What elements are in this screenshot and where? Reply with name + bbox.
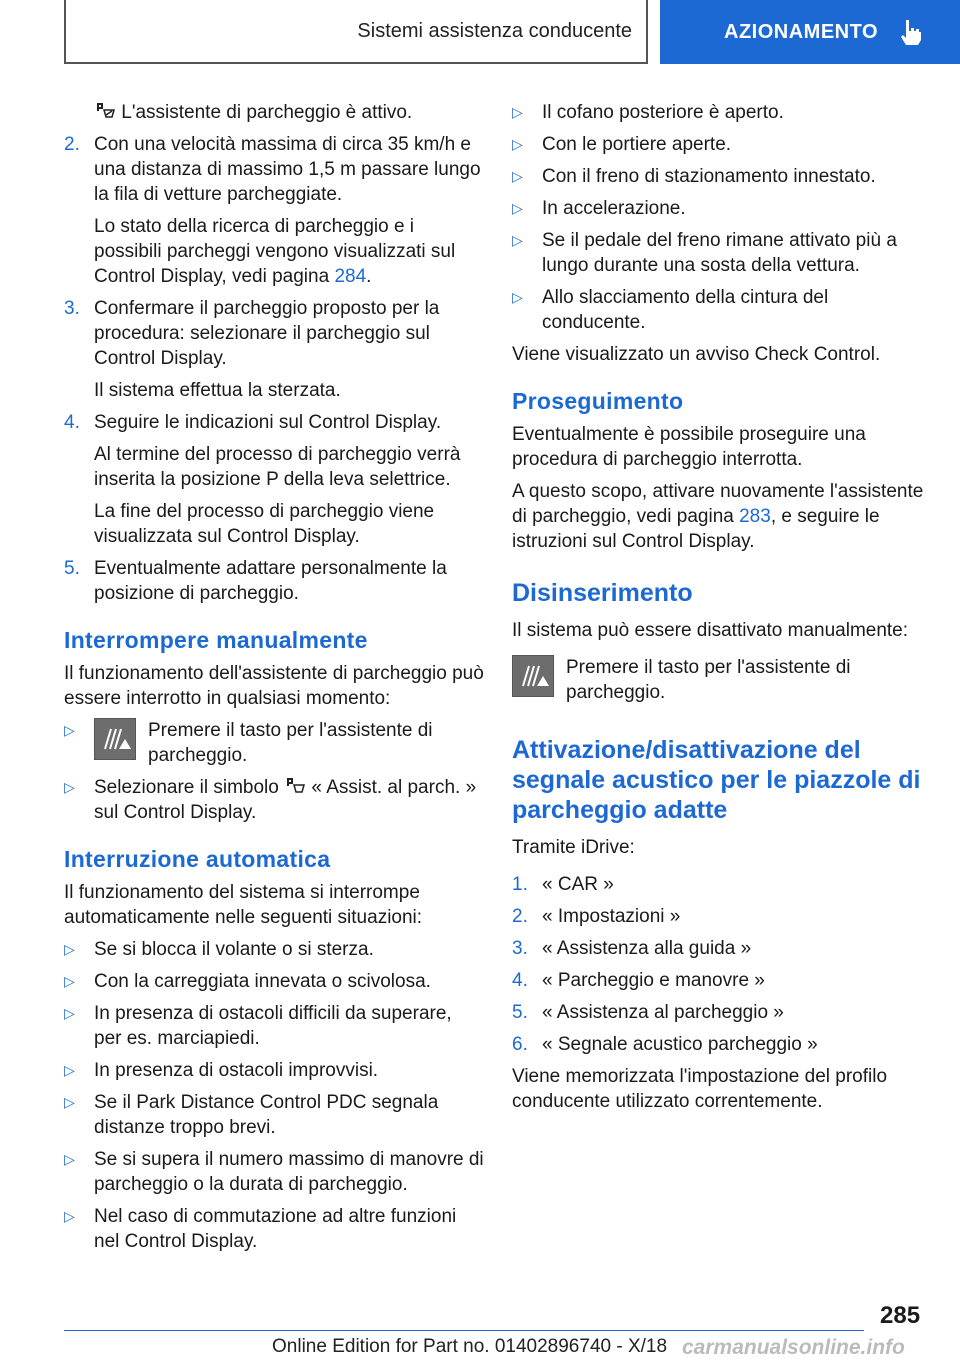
step-number: 3. <box>64 298 80 319</box>
paragraph: Viene memorizzata l'impostazione del profilo conducente utilizzato correntemente. <box>512 1066 888 1112</box>
step-number: 2. <box>64 134 80 155</box>
list-item: ▷ In presenza di ostacoli improvvisi. <box>64 1060 379 1081</box>
step-subtext: Lo stato della ricerca di parcheggio e i possibili parcheggi vengono visualizzati sul Control Display, vedi pagina 284. <box>94 216 456 287</box>
edition-text: Online Edition for Part no. 01402896740 - X/18 <box>272 1336 668 1357</box>
step-subtext: Al termine del processo di parcheggio verrà inserita la posizione P della leva selettrice. <box>94 444 461 490</box>
bullet-triangle-icon: ▷ <box>512 168 523 184</box>
parking-button-icon <box>512 655 554 697</box>
button-instruction <box>512 655 932 705</box>
list-item: ▷ Nel caso di commutazione ad altre funzioni nel Control Display. <box>64 1206 457 1252</box>
page-number: 285 <box>880 1302 921 1329</box>
bullet-triangle-icon: ▷ <box>64 722 75 738</box>
header-chapter <box>660 0 960 64</box>
right-column <box>512 100 932 1121</box>
list-item <box>64 296 484 403</box>
list-item: ▷ In presenza di ostacoli difficili da superare, per es. marciapiedi. <box>64 1003 452 1049</box>
bullet-triangle-icon: ▷ <box>512 232 523 248</box>
page-link-284[interactable]: 284 <box>334 266 367 287</box>
bullet-triangle-icon: ▷ <box>512 200 523 216</box>
parking-assist-symbol-icon <box>94 102 116 120</box>
paragraph: Il funzionamento dell'assistente di parcheggio può essere interrotto in qualsiasi momento: <box>64 663 484 709</box>
list-item: ▷ Se si supera il numero massimo di manovre di parcheggio o la durata di parcheggio. <box>64 1149 484 1195</box>
bullet-triangle-icon: ▷ <box>512 289 523 305</box>
heading-manual-stop: Interrompere manualmente <box>64 627 368 653</box>
bullet-text: Selezionare il simbolo <box>94 777 279 798</box>
bullet-triangle-icon: ▷ <box>64 779 75 795</box>
paragraph: Il funzionamento del sistema si interrompe automaticamente nelle seguenti situazioni: <box>64 882 423 928</box>
list-item <box>64 100 484 125</box>
section-title: Sistemi assistenza conducente <box>357 19 632 42</box>
list-item: ▷ Con le portiere aperte. <box>512 134 732 155</box>
list-item: ▷ Allo slacciamento della cintura del conducente. <box>512 287 829 333</box>
bullet-triangle-icon: ▷ <box>64 1208 75 1224</box>
idrive-steps <box>512 872 932 1057</box>
bullet-triangle-icon: ▷ <box>64 1005 75 1021</box>
heading-auto-stop: Interruzione automatica <box>64 846 331 872</box>
list-item: 6. « Segnale acustico parcheggio » <box>512 1034 818 1055</box>
bullet-text: Premere il tasto per l'assistente di parcheggio. <box>148 720 433 766</box>
left-column <box>64 100 484 1261</box>
list-item <box>64 132 484 289</box>
list-item: ▷ Se si blocca il volante o si sterza. <box>64 939 374 960</box>
list-item: 1. « CAR » <box>512 874 614 895</box>
heading-disable: Disinserimento <box>512 579 693 607</box>
instruction-text: Premere il tasto per l'assistente di parcheggio. <box>566 657 851 703</box>
header-section <box>64 0 648 64</box>
footer-divider <box>64 1330 864 1331</box>
chapter-title: AZIONAMENTO <box>724 20 879 43</box>
page-link-283[interactable]: 283 <box>739 506 771 527</box>
parking-assist-symbol-icon <box>284 777 306 795</box>
step-text: Con una velocità massima di circa 35 km/h e una distanza di massimo 1,5 m passare lungo la fila di vetture parcheggiate. <box>94 134 481 205</box>
step-number: 5. <box>64 558 80 579</box>
watermark: carmanualsonline.info <box>682 1336 905 1359</box>
list-item: ▷ Con la carreggiata innevata o scivolosa. <box>64 971 431 992</box>
bullet-triangle-icon: ▷ <box>64 1062 75 1078</box>
step-subtext: Il sistema effettua la sterzata. <box>94 380 341 401</box>
heading-signal: Attivazione/disattivazione del segnale acustico per le piazzole di parcheggio adatte <box>512 736 921 824</box>
step-text: Eventualmente adattare personalmente la posizione di parcheggio. <box>94 558 447 604</box>
list-item <box>64 556 484 606</box>
list-item: ▷ Se il Park Distance Control PDC segnala distanze troppo brevi. <box>64 1092 439 1138</box>
list-item: ▷ Il cofano posteriore è aperto. <box>512 102 784 123</box>
list-item <box>64 718 484 768</box>
list-item <box>64 775 484 825</box>
list-item: 2. « Impostazioni » <box>512 906 681 927</box>
bullet-triangle-icon: ▷ <box>64 941 75 957</box>
step-subtext: La fine del processo di parcheggio viene visualizzata sul Control Display. <box>94 501 435 547</box>
list-item <box>64 410 484 549</box>
list-item: ▷ In accelerazione. <box>512 198 686 219</box>
bullet-triangle-icon: ▷ <box>64 1094 75 1110</box>
list-item: 3. « Assistenza alla guida » <box>512 938 752 959</box>
bullet-text: « Assist. al parch. » sul Control Display. <box>94 777 477 823</box>
list-item: 5. « Assistenza al parcheggio » <box>512 1002 784 1023</box>
list-item: ▷ Se il pedale del freno rimane attivato più a lungo durante una sosta della vettura. <box>512 230 897 276</box>
list-item: ▷ Con il freno di stazionamento innestato. <box>512 166 876 187</box>
step-number: 4. <box>64 412 80 433</box>
paragraph: Viene visualizzato un avviso Check Control. <box>512 344 881 365</box>
bullet-triangle-icon: ▷ <box>64 1151 75 1167</box>
paragraph: Tramite iDrive: <box>512 837 635 858</box>
step-text: Confermare il parcheggio proposto per la procedura: selezionare il parcheggio sul Control Display. <box>94 298 440 369</box>
parking-button-icon <box>94 718 136 760</box>
step-text: Seguire le indicazioni sul Control Display. <box>94 412 442 433</box>
bullet-triangle-icon: ▷ <box>512 136 523 152</box>
pointing-hand-icon <box>898 18 924 46</box>
bullet-triangle-icon: ▷ <box>64 973 75 989</box>
step-1-text: L'assistente di parcheggio è attivo. <box>121 102 413 123</box>
auto-stop-list <box>64 937 484 1254</box>
heading-continue: Proseguimento <box>512 388 684 414</box>
paragraph: Eventualmente è possibile proseguire una procedura di parcheggio interrotta. <box>512 424 866 470</box>
paragraph: A questo scopo, attivare nuovamente l'assistente di parcheggio, vedi pagina 283, e seguire le istruzioni sul Control Display. <box>512 481 924 552</box>
bullet-triangle-icon: ▷ <box>512 104 523 120</box>
list-item: 4. « Parcheggio e manovre » <box>512 970 765 991</box>
paragraph: Il sistema può essere disattivato manualmente: <box>512 620 909 641</box>
